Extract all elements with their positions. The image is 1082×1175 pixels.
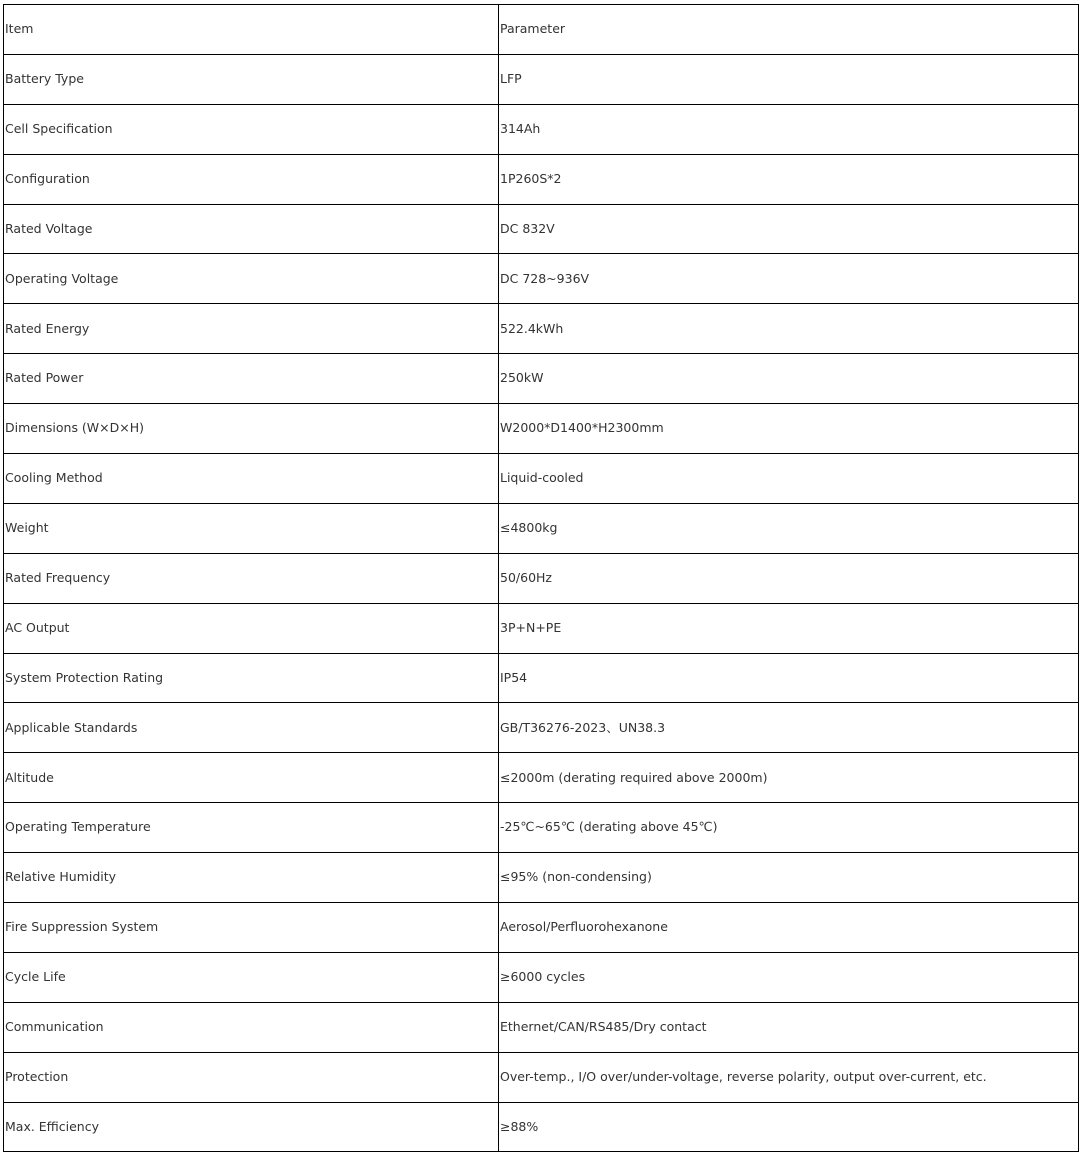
row-parameter-cell: Liquid-cooled [499,454,1079,504]
table-row [4,1102,1079,1152]
row-item-cell: Dimensions (W×D×H) [4,404,499,454]
row-item-cell: Battery Type [4,54,499,104]
row-item-cell: Rated Frequency [4,553,499,603]
row-parameter-cell: ≤4800kg [499,503,1079,553]
table-row [4,1002,1079,1052]
table-row [4,603,1079,653]
spec-table-body [4,5,1079,1152]
row-item-cell: Cell Specification [4,104,499,154]
row-parameter-cell: ≤2000m (derating required above 2000m) [499,753,1079,803]
row-parameter-cell: 3P+N+PE [499,603,1079,653]
row-item-cell: Communication [4,1002,499,1052]
table-row [4,1052,1079,1102]
table-row [4,553,1079,603]
row-parameter-cell: 50/60Hz [499,553,1079,603]
table-row [4,803,1079,853]
spec-table [3,4,1079,1152]
table-row [4,104,1079,154]
row-item-cell: Altitude [4,753,499,803]
table-row [4,304,1079,354]
row-item-cell: System Protection Rating [4,653,499,703]
table-row [4,154,1079,204]
table-header-row [4,5,1079,55]
row-parameter-cell: LFP [499,54,1079,104]
table-row [4,54,1079,104]
table-row [4,503,1079,553]
row-item-cell: Operating Temperature [4,803,499,853]
header-item: Item [4,5,499,55]
table-row [4,853,1079,903]
row-item-cell: Rated Voltage [4,204,499,254]
table-row [4,703,1079,753]
table-row [4,354,1079,404]
row-parameter-cell: 250kW [499,354,1079,404]
row-parameter-cell: ≤95% (non-condensing) [499,853,1079,903]
row-parameter-cell: Aerosol/Perfluorohexanone [499,903,1079,953]
row-parameter-cell: 1P260S*2 [499,154,1079,204]
row-parameter-cell: ≥88% [499,1102,1079,1152]
row-item-cell: Protection [4,1052,499,1102]
table-row [4,454,1079,504]
row-parameter-cell: ≥6000 cycles [499,952,1079,1002]
row-parameter-cell: DC 832V [499,204,1079,254]
row-item-cell: Rated Power [4,354,499,404]
row-item-cell: Weight [4,503,499,553]
table-row [4,653,1079,703]
row-item-cell: Relative Humidity [4,853,499,903]
table-row [4,254,1079,304]
table-row [4,204,1079,254]
row-parameter-cell: DC 728~936V [499,254,1079,304]
row-item-cell: Fire Suppression System [4,903,499,953]
table-row [4,952,1079,1002]
row-parameter-cell: GB/T36276-2023、UN38.3 [499,703,1079,753]
row-parameter-cell: Over-temp., I/O over/under-voltage, reverse polarity, output over-current, etc. [499,1052,1079,1102]
row-item-cell: Cycle Life [4,952,499,1002]
table-row [4,404,1079,454]
row-parameter-cell: 314Ah [499,104,1079,154]
row-item-cell: Cooling Method [4,454,499,504]
row-item-cell: Configuration [4,154,499,204]
row-parameter-cell: IP54 [499,653,1079,703]
row-item-cell: Max. Efficiency [4,1102,499,1152]
row-item-cell: Applicable Standards [4,703,499,753]
table-row [4,753,1079,803]
header-parameter: Parameter [499,5,1079,55]
row-parameter-cell: W2000*D1400*H2300mm [499,404,1079,454]
row-parameter-cell: -25℃~65℃ (derating above 45℃) [499,803,1079,853]
row-item-cell: AC Output [4,603,499,653]
row-item-cell: Operating Voltage [4,254,499,304]
row-parameter-cell: Ethernet/CAN/RS485/Dry contact [499,1002,1079,1052]
row-parameter-cell: 522.4kWh [499,304,1079,354]
row-item-cell: Rated Energy [4,304,499,354]
table-row [4,903,1079,953]
